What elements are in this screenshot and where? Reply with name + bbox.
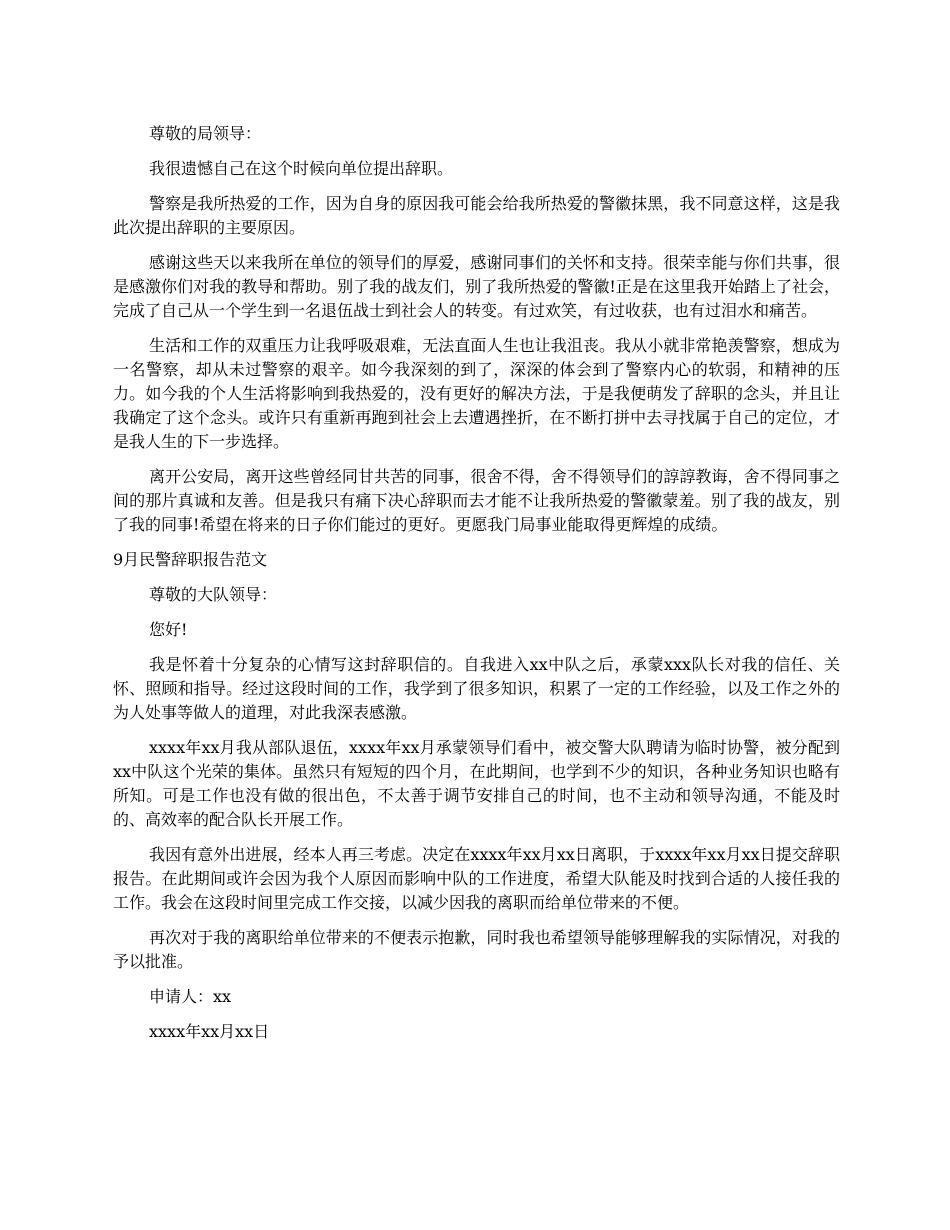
applicant-signature: 申请人：xx — [149, 987, 232, 1006]
paragraph-regret: 我很遗憾自己在这个时候向单位提出辞职。 — [149, 159, 454, 178]
paragraph-apology: 再次对于我的离职给单位带来的不便表示抱歉，同时我也希望领导能够理解我的实际情况，对我的予以批准。 — [113, 928, 840, 971]
paragraph-gratitude: 我是怀着十分复杂的心情写这封辞职信的。自我进入xx中队之后，承蒙xxx队长对我的信任、关怀、照顾和指导。经过这段时间的工作，我学到了很多知识，积累了一定的工作经验，以及工作之外的为人处事等做人的道理，对此我深表感激。 — [113, 655, 840, 722]
salutation-brigade: 尊敬的大队领导： — [149, 585, 278, 604]
salutation-bureau: 尊敬的局领导： — [149, 124, 262, 143]
section-heading: 9月民警辞职报告范文 — [113, 550, 268, 569]
paragraph-background: xxxx年xx月我从部队退伍，xxxx年xx月承蒙领导们看中，被交警大队聘请为临时协警，被分配到xx中队这个光荣的集体。虽然只有短短的四个月，在此期间，也学到不少的知识，各种业务知识也略有所知。可是工作也没有做的很出色，不太善于调节安排自己的时间，也不主动和领导沟通，不能及时的、高效率的配合队长开展工作。 — [113, 738, 840, 829]
paragraph-pressure: 生活和工作的双重压力让我呼吸艰难，无法直面人生也让我沮丧。我从小就非常艳羡警察，想成为一名警察，却从未过警察的艰辛。如今我深刻的到了，深深的体会到了警察内心的软弱，和精神的压力。如今我的个人生活将影响到我热爱的，没有更好的解决方法，于是我便萌发了辞职的念头，并且让我确定了这个念头。或许只有重新再跑到社会上去遭遇挫折，在不断打拼中去寻找属于自己的定位，才是我人生的下一步选择。 — [113, 336, 840, 451]
paragraph-farewell: 离开公安局，离开这些曾经同甘共苦的同事，很舍不得，舍不得领导们的諄諄教诲，舍不得同事之间的那片真诚和友善。但是我只有痛下决心辞职而去才能不让我所热爱的警徽蒙羞。别了我的战友，别了我的同事!希望在将来的日子你们能过的更好。更愿我门局事业能取得更辉煌的成绩。 — [113, 467, 840, 534]
paragraph-reason: 警察是我所热爱的工作，因为自身的原因我可能会给我所热爱的警徽抹黑，我不同意这样，这是我此次提出辞职的主要原因。 — [113, 194, 840, 237]
paragraph-thanks: 感谢这些天以来我所在单位的领导们的厚爱，感谢同事们的关怀和支持。很荣幸能与你们共事，很是感激你们对我的教导和帮助。别了我的战友们，别了我所热爱的警徽!正是在这里我开始踏上了社会，完成了自己从一个学生到一名退伍战士到社会人的转变。有过欢笑，有过收获，也有过泪水和痛苦。 — [113, 253, 840, 320]
paragraph-decision: 我因有意外出进展，经本人再三考虑。决定在xxxx年xx月xx日离职，于xxxx年xx月xx日提交辞职报告。在此期间或许会因为我个人原因而影响中队的工作进度，希望大队能及时找到合适的人接任我的工作。我会在这段时间里完成工作交接，以减少因我的离职而给单位带来的不便。 — [113, 845, 840, 912]
greeting: 您好! — [149, 620, 188, 639]
document-page — [113, 122, 840, 1055]
letter-date: xxxx年xx月xx日 — [149, 1022, 270, 1041]
